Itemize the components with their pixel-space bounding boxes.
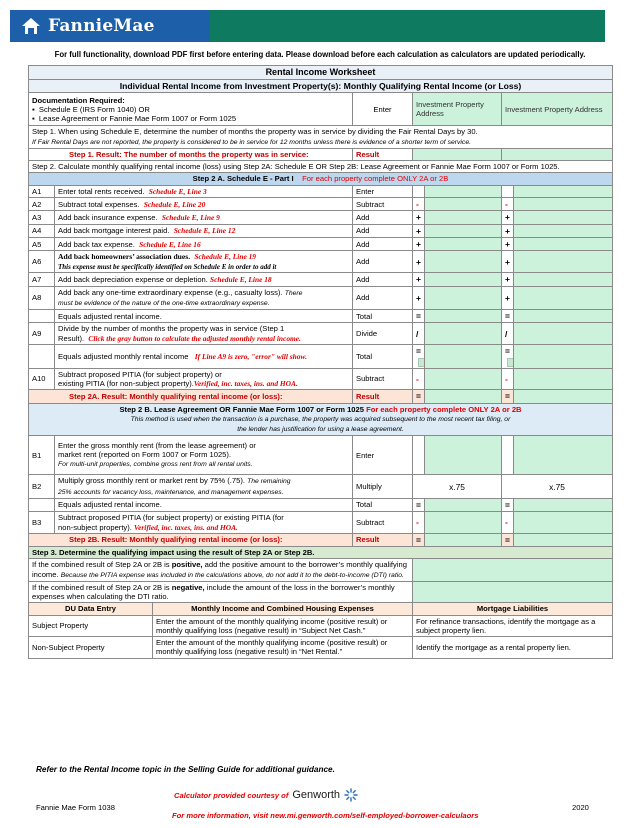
a3-input-1[interactable] <box>425 211 502 224</box>
a7-input-1[interactable] <box>425 273 502 286</box>
documentation-row <box>29 93 613 126</box>
du-subject-row <box>29 615 613 637</box>
calculate-button-2[interactable] <box>507 358 514 367</box>
step2b-result-1 <box>425 533 502 546</box>
doc-item-schedule-e: ▪ Schedule E (IRS Form 1040) OR <box>32 104 150 114</box>
a2-input-1[interactable] <box>425 197 502 210</box>
step2-instructions: Step 2. Calculate monthly qualifying rental income (loss) using Step 2A: Schedule E OR Step 2B: Lease Agreement or Fannie Mae Form 1007 or Form 1025. <box>29 161 613 173</box>
b1-input-1[interactable] <box>425 436 502 475</box>
step2a-result-2 <box>514 390 613 403</box>
a10-input-1[interactable] <box>425 368 502 390</box>
selling-guide-note: Refer to the Rental Income topic in the Selling Guide for additional guidance. <box>36 765 335 774</box>
documentation-required: Documentation Required: ▪ Schedule E (IRS Form 1040) OR ▪ Lease Agreement or Fannie Mae Form 1007 or Form 1025 <box>29 93 353 126</box>
step2a-result-row: Step 2A. Result: Monthly qualifying rental income (or loss): Result = = <box>29 390 613 403</box>
b2-multiplier-1: x.75 <box>413 475 502 499</box>
enter-address-label: Enter <box>353 93 413 126</box>
step2b-result-2 <box>514 533 613 546</box>
row-adjusted-rental-income: Equals adjusted rental income. Total = = <box>29 310 613 323</box>
subject-property-liability: For refinance transactions, identify the mortgage as a subject property lien. <box>413 615 613 637</box>
row-a9: A9 Divide by the number of months the property was in service (Step 1 Result). Click the gray button to calculate the adjusted monthly rental income. Divide / / <box>29 323 613 345</box>
step1-instructions: Step 1. When using Schedule E, determine the number of months the property was in service by dividing the Fair Rental Days by 30. If Fair Rental Days are not reported, the property is considered to be in service for 12 months unless there is evidence of a shorter term of service. <box>29 126 613 149</box>
step2b-result-label: Step 2B. Result: Monthly qualifying rental income (or loss): <box>29 533 353 546</box>
step1-result-row <box>29 148 613 160</box>
row-a3: A3 Add back insurance expense. Schedule E, Line 9 Add + + <box>29 211 613 224</box>
adjusted-rental-income-1 <box>425 310 502 323</box>
rental-income-worksheet <box>28 65 613 659</box>
step3-header-row <box>29 547 613 559</box>
worksheet-subtitle: Individual Rental Income from Investment Property(s): Monthly Qualifying Rental Income (or Loss) <box>29 79 613 92</box>
step2b-header-row <box>29 403 613 436</box>
b3-input-1[interactable] <box>425 512 502 534</box>
step2-row <box>29 161 613 173</box>
form-year: 2020 <box>572 803 589 812</box>
download-notice: For full functionality, download PDF first before entering data. Please download before each calculation as calculators are updated periodically. <box>54 50 586 59</box>
step2a-result-1 <box>425 390 502 403</box>
a6-input-2[interactable] <box>514 251 613 273</box>
step2a-result-label: Step 2A. Result: Monthly qualifying rental income (or loss): <box>29 390 353 403</box>
row-a1: A1 Enter total rents received. Schedule E, Line 3 Enter <box>29 185 613 197</box>
b-adjusted-1 <box>425 498 502 511</box>
row-b1: B1 Enter the gross monthly rent (from the lease agreement) or market rent (reported on Form 1007 or Form 1025). For multi-unit properties, combine gross rent from all rental units. Enter <box>29 436 613 475</box>
subject-property-label: Subject Property <box>29 615 153 637</box>
a9-input-1[interactable] <box>425 323 502 345</box>
worksheet-title-row <box>29 66 613 80</box>
b1-input-2[interactable] <box>514 436 613 475</box>
a1-input-2[interactable] <box>514 185 613 197</box>
row-a10: A10 Subtract proposed PITIA (for subject property) or existing PITIA (for non-subject property).Verified, inc. taxes, ins. and HOA. Subtract - - <box>29 368 613 390</box>
a4-input-1[interactable] <box>425 224 502 237</box>
nonsubject-property-text: Enter the amount of the monthly qualifying income (positive result) or monthly qualifying loss (negative result) in “Net Rental.” <box>153 637 413 659</box>
a7-input-2[interactable] <box>514 273 613 286</box>
row-a5: A5 Add back tax expense. Schedule E, Line 16 Add + + <box>29 238 613 251</box>
a5-input-1[interactable] <box>425 238 502 251</box>
step3-positive-row <box>29 559 613 582</box>
adjusted-monthly-income-2 <box>514 344 613 368</box>
property-address-input-2[interactable]: Investment Property Address <box>502 93 613 126</box>
row-b3: B3 Subtract proposed PITIA (for subject property) or existing PITIA (for non-subject property). Verified, inc. taxes, ins. and HOA. Subtract - - <box>29 512 613 534</box>
form-number: Fannie Mae Form 1038 <box>36 803 115 812</box>
a5-input-2[interactable] <box>514 238 613 251</box>
mortgage-liabilities-header: Mortgage Liabilities <box>413 603 613 615</box>
b3-input-2[interactable] <box>514 512 613 534</box>
fannie-mae-logo-bar <box>10 10 210 42</box>
step2b-header: Step 2 B. Lease Agreement OR Fannie Mae Form 1007 or Form 1025 For each property complete ONLY 2A or 2B This method is used when the transaction is a purchase, the property was acquired subsequent to the most recent tax filing, or the lender has justification for using a lease agreement. <box>29 403 613 436</box>
a10-input-2[interactable] <box>514 368 613 390</box>
step3-negative-row <box>29 581 613 603</box>
worksheet-title: Rental Income Worksheet <box>29 66 613 80</box>
a3-input-2[interactable] <box>514 211 613 224</box>
a2-input-2[interactable] <box>514 197 613 210</box>
a8-input-2[interactable] <box>514 286 613 310</box>
nonsubject-property-label: Non-Subject Property <box>29 637 153 659</box>
du-nonsubject-row <box>29 637 613 659</box>
row-b2: B2 Multiply gross monthly rent or market rent by 75% (.75). The remaining 25% accounts for vacancy loss, maintenance, and management expenses. Multiply x.75 x.75 <box>29 475 613 499</box>
step2a-header: Step 2 A. Schedule E - Part I For each property complete ONLY 2A or 2B <box>29 173 613 185</box>
genworth-logo-text: Genworth <box>292 789 341 801</box>
step3-header: Step 3. Determine the qualifying impact using the result of Step 2A or Step 2B. <box>29 547 613 559</box>
a1-input-1[interactable] <box>425 185 502 197</box>
more-info-link[interactable]: For more information, visit new.mi.genworth.com/self-employed-borrower-calculaors <box>172 811 479 820</box>
du-header-row <box>29 603 613 615</box>
step3-positive: If the combined result of Step 2A or 2B is positive, add the positive amount to the borrower’s monthly qualifying income. Because the PITIA expense was included in the calculations above, do not add it to the debt-to-income (DTI) ratio. <box>29 559 413 582</box>
row-a4: A4 Add back mortgage interest paid. Schedule E, Line 12 Add + + <box>29 224 613 237</box>
step3-negative: If the combined result of Step 2A or 2B is negative, include the amount of the loss in the borrower’s monthly expenses when calculating the DTI ratio. <box>29 581 413 603</box>
b2-multiplier-2: x.75 <box>502 475 613 499</box>
row-b-adjusted: Equals adjusted rental income. Total = = <box>29 498 613 511</box>
a6-input-1[interactable] <box>425 251 502 273</box>
row-adjusted-monthly-income: Equals adjusted monthly rental income If Line A9 is zero, "error" will show. Total = = <box>29 344 613 368</box>
fannie-mae-logo-text: FannieMae <box>48 16 155 36</box>
row-a2: A2 Subtract total expenses. Schedule E, Line 20 Subtract - - <box>29 197 613 210</box>
a4-input-2[interactable] <box>514 224 613 237</box>
row-a6: A6 Add back homeowners’ association dues. Schedule E, Line 19 This expense must be specifically identified on Schedule E in order to add it Add + + <box>29 251 613 273</box>
step1-result-input-1[interactable] <box>413 148 502 160</box>
header-green-bar <box>210 10 605 42</box>
adjusted-rental-income-2 <box>514 310 613 323</box>
nonsubject-property-liability: Identify the mortgage as a rental property lien. <box>413 637 613 659</box>
step1-result-label: Step 1. Result: The number of months the property was in service: <box>29 148 353 160</box>
row-a7: A7 Add back depreciation expense or depletion. Schedule E, Line 18 Add + + <box>29 273 613 286</box>
step1-result-input-2[interactable] <box>502 148 613 160</box>
worksheet-subtitle-row <box>29 79 613 92</box>
calculate-button-1[interactable] <box>418 358 425 367</box>
step3-negative-output <box>413 581 613 603</box>
step1-row <box>29 126 613 149</box>
adjusted-monthly-income-1 <box>425 344 502 368</box>
calculator-courtesy: Calculator provided courtesy of Genworth <box>174 788 358 802</box>
a8-input-1[interactable] <box>425 286 502 310</box>
row-a8: A8 Add back any one-time extraordinary expense (e.g., casualty loss). There must be evidence of the nature of the one-time extraordinary expense. Add + + <box>29 286 613 310</box>
house-logo-icon <box>20 15 42 37</box>
step1-result-tag: Result <box>353 148 413 160</box>
monthly-income-header: Monthly Income and Combined Housing Expenses <box>153 603 413 615</box>
b-adjusted-2 <box>514 498 613 511</box>
a9-input-2[interactable] <box>514 323 613 345</box>
genworth-logo-icon <box>344 788 358 802</box>
step2b-result-row: Step 2B. Result: Monthly qualifying rental income (or loss): Result = = <box>29 533 613 546</box>
step2a-header-row <box>29 173 613 185</box>
du-data-entry-header: DU Data Entry <box>29 603 153 615</box>
step3-positive-output <box>413 559 613 582</box>
subject-property-text: Enter the amount of the monthly qualifying income (positive result) or monthly qualifying loss (negative result) in “Subject Net Cash.” <box>153 615 413 637</box>
property-address-input-1[interactable]: Investment Property Address <box>413 93 502 126</box>
doc-item-lease: ▪ Lease Agreement or Fannie Mae Form 1007 or Form 1025 <box>32 114 237 124</box>
